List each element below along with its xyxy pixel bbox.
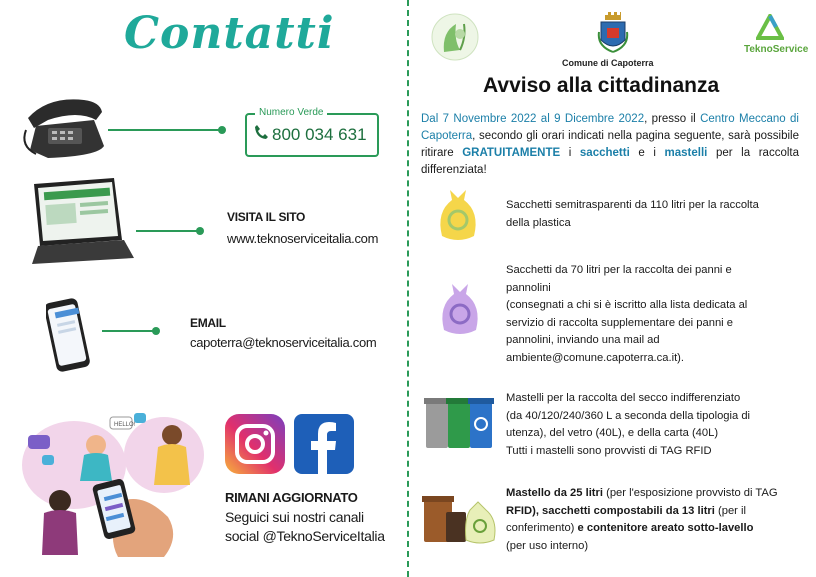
violet-bag-icon xyxy=(438,280,482,338)
eco-logo-icon xyxy=(430,12,480,62)
social-line2: social @TeknoServiceItalia xyxy=(225,528,385,544)
site-connector xyxy=(136,230,200,232)
yellow-bag-icon xyxy=(436,186,480,244)
tekno-logo-text: TeknoService xyxy=(744,44,809,55)
column-divider xyxy=(407,0,409,577)
item-bins: Mastelli per la raccolta del secco indifferenziato (da 40/120/240/360 L a seconda della tipologia di utenza), del vetro (40L), e della carta (40L) Tutti i mastelli sono provvisti di TAG RFID xyxy=(506,392,751,457)
hello-bubble-text: HELLO! xyxy=(114,422,136,428)
coat-of-arms-icon xyxy=(597,10,629,54)
comune-label: Comune di Capoterra xyxy=(562,58,654,68)
laptop-icon xyxy=(26,176,136,266)
facebook-icon[interactable] xyxy=(294,414,354,474)
toll-free-label: Numero Verde xyxy=(255,107,327,118)
item-diaper-bags: Sacchetti da 70 litri per la raccolta dei panni e pannolini (consegnati a chi si è iscritto alla lista dedicata al servizio di raccolta supplementare dei panni e pannolini, inviando una mail ad ambiente@comune.capoterra.ca.it). xyxy=(506,264,748,364)
intro-paragraph: Dal 7 Novembre 2022 al 9 Dicembre 2022, presso il Centro Meccano di Capoterra, secondo gli orari indicati nella pagina seguente, sarà possibile ritirare GRATUITAMENTE i sacchetti e i mastelli per la raccolta differenziata! xyxy=(421,113,799,176)
handset-icon xyxy=(254,124,268,140)
phone-connector xyxy=(108,129,222,131)
social-line1: Seguici sui nostri canali xyxy=(225,509,364,525)
smartphone-icon xyxy=(46,296,102,376)
item-compost: Mastello da 25 litri (per l'esposizione provvisto di TAG RFID), sacchetti compostabili da 13 litri (per il conferimento) e contenitore areato sotto-lavello (per uso interno) xyxy=(506,487,778,552)
site-heading: VISITA IL SITO xyxy=(227,210,306,224)
social-illustration xyxy=(14,405,206,565)
email-heading: EMAIL xyxy=(190,316,226,330)
social-heading: RIMANI AGGIORNATO xyxy=(225,490,358,505)
email-address[interactable]: capoterra@teknoserviceitalia.com xyxy=(190,335,377,350)
tekno-recycle-icon xyxy=(756,14,784,42)
email-connector-dot xyxy=(152,327,160,335)
toll-free-number-text: 800 034 631 xyxy=(272,125,367,144)
notice-title: Avviso alla cittadinanza xyxy=(483,74,720,97)
site-connector-dot xyxy=(196,227,204,235)
item-plastic-bags: Sacchetti semitrasparenti da 110 litri per la raccolta della plastica xyxy=(506,199,759,229)
email-connector xyxy=(102,330,154,332)
phone-icon xyxy=(18,90,108,162)
instagram-icon[interactable] xyxy=(225,414,285,474)
bins-icon xyxy=(424,396,496,452)
page-title: Contatti xyxy=(124,8,335,59)
site-url[interactable]: www.teknoserviceitalia.com xyxy=(227,231,379,246)
toll-free-number[interactable] xyxy=(254,124,367,145)
compost-bins-icon xyxy=(420,492,500,548)
phone-connector-dot xyxy=(218,126,226,134)
